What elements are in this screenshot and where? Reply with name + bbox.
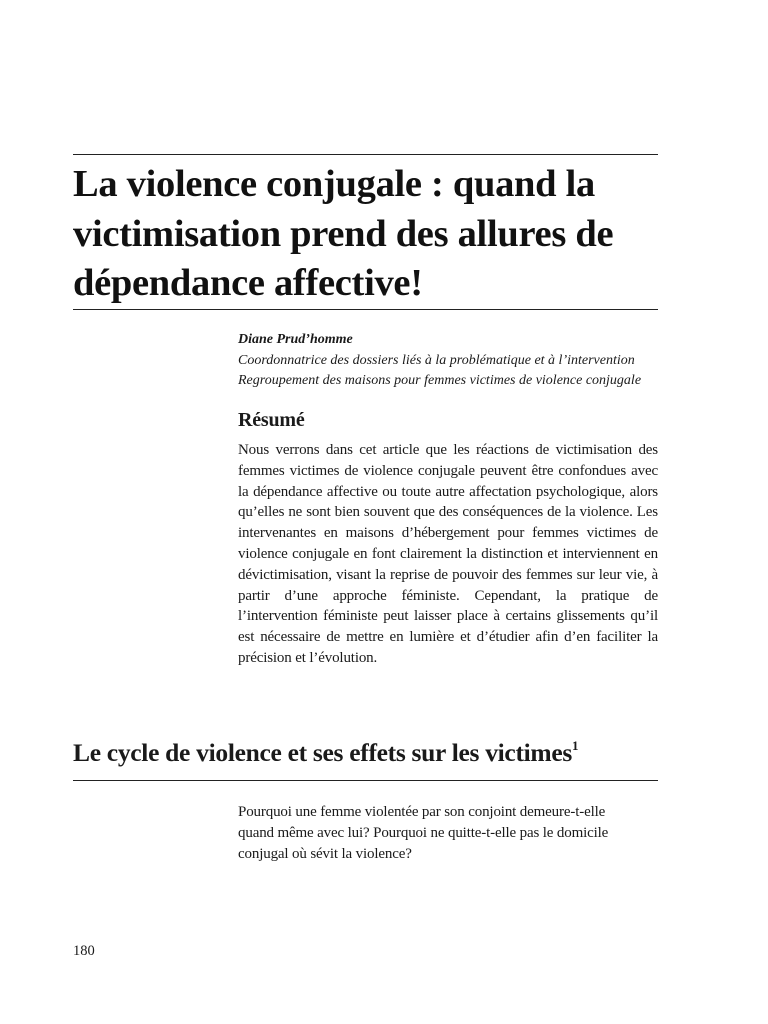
article-title-line-2: victimisation prend des allures de [73, 212, 614, 255]
title-top-rule [73, 154, 658, 155]
author-role: Coordonnatrice des dossiers liés à la problématique et à l’intervention [238, 352, 635, 368]
article-title [73, 160, 673, 309]
footnote-marker: 1 [572, 738, 579, 753]
article-title-line-1: La violence conjugale : quand la [73, 163, 595, 205]
article-title-line-3: dépendance affective! [73, 262, 423, 304]
title-bottom-rule [73, 309, 658, 310]
body-paragraph-line-1: Pourquoi une femme violentée par son conjoint demeure-t-elle [238, 804, 606, 820]
body-paragraph-line-3: conjugal où sévit la violence? [238, 846, 412, 862]
section-heading [73, 735, 578, 771]
section-rule [73, 780, 658, 781]
author-organization: Regroupement des maisons pour femmes victimes de violence conjugale [238, 373, 642, 388]
body-paragraph-line-2: quand même avec lui? Pourquoi ne quitte-t-elle pas le domicile [238, 825, 609, 841]
author-block [238, 330, 668, 392]
author-name: Diane Prud’homme [238, 332, 353, 347]
abstract-text: Nous verrons dans cet article que les réactions de victimisation des femmes victimes de violence conjugale peuvent être confondues avec la dépendance affective ou toute autre affectation psychologique, alors qu’elles ne sont bien souvent que des conséquences de la violence. Les intervenantes en maisons d’hébergement pour femmes victimes de violence conjugale en font clairement la distinction et interviennent en dévictimisation, visant la reprise de pouvoir des femmes sur leur vie, à partir d’une approche féministe. Cependant, la pratique de l’intervention féministe peut laisser place à certains glissements qu’il est nécessaire de mettre en lumière et d’étudier afin d’en faciliter la précision et l’évolution. [238, 442, 658, 666]
abstract-heading: Résumé [238, 409, 305, 431]
body-paragraph [238, 802, 668, 865]
page-number: 180 [73, 943, 95, 959]
section-heading-text: Le cycle de violence et ses effets sur les victimes [73, 738, 573, 767]
